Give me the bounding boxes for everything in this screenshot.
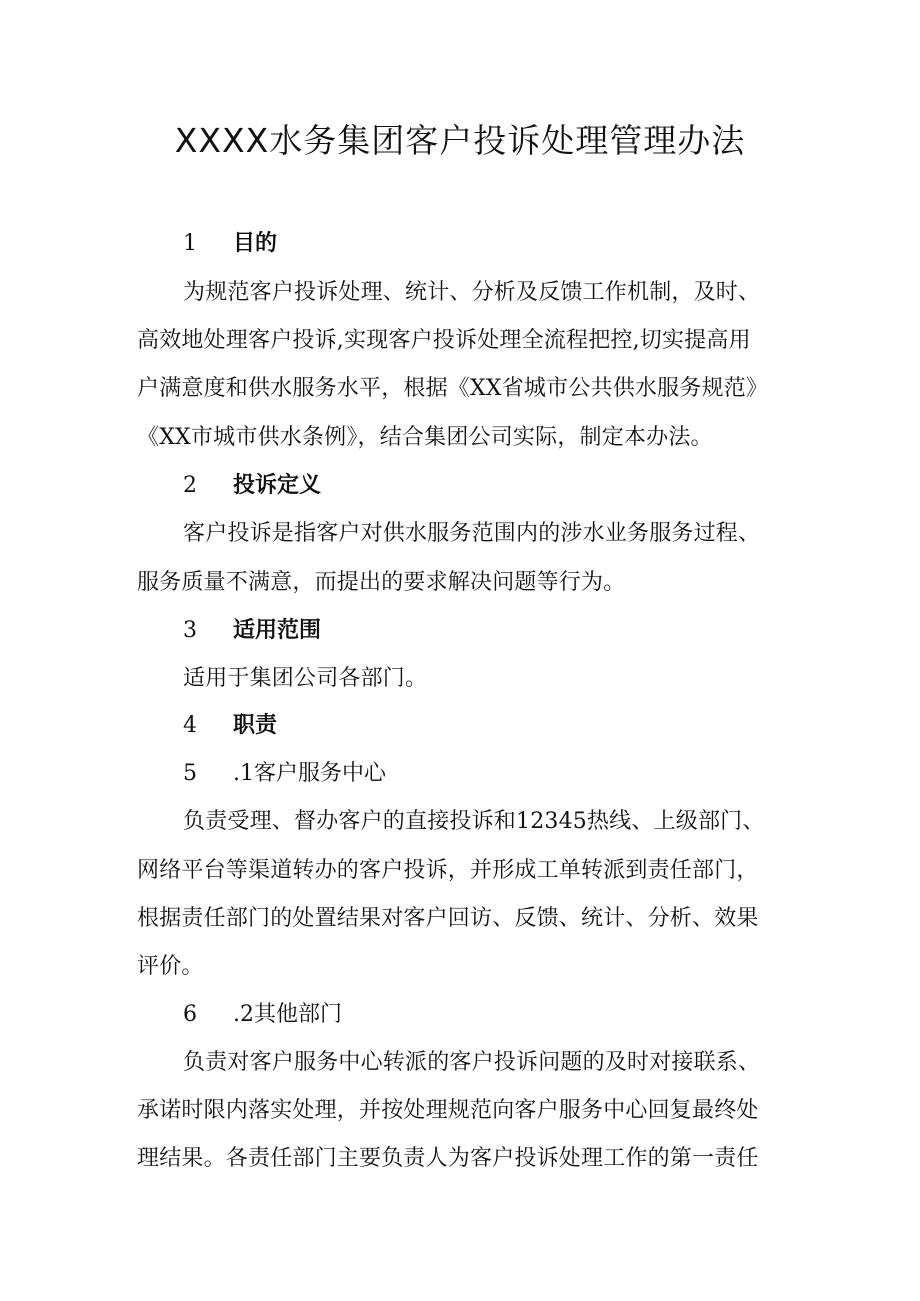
paragraph-line: 《XX市城市供水条例》，结合集团公司实际，制定本办法。	[137, 425, 713, 450]
paragraph-line: 高效地处理客户投诉,实现客户投诉处理全流程把控,切实提高用	[137, 328, 751, 353]
section-heading	[183, 224, 277, 264]
section-number: 1	[183, 231, 197, 256]
section-heading	[183, 611, 321, 651]
paragraph-line: 为规范客户投诉处理、统计、分析及反馈工作机制，及时、	[183, 280, 761, 305]
paragraph-line: 负责受理、督办客户的直接投诉和12345热线、上级部门、	[183, 809, 765, 834]
paragraph-line: 理结果。各责任部门主要负责人为客户投诉处理工作的第一责任	[137, 1146, 759, 1171]
section-title: 目的	[233, 231, 278, 256]
section-title: .2其他部门	[233, 1002, 342, 1027]
paragraph-line: 负责对客户服务中心转派的客户投诉问题的及时对接联系、	[183, 1050, 761, 1075]
section-title: 投诉定义	[233, 473, 322, 498]
paragraph-line: 户满意度和供水服务水平，根据《XX省城市公共供水服务规范》	[137, 376, 769, 401]
paragraph-line: 网络平台等渠道转办的客户投诉，并形成工单转派到责任部门，	[137, 858, 759, 883]
document-title: XXXX水务集团客户投诉处理管理办法	[174, 121, 746, 160]
section-heading	[183, 466, 321, 506]
section-title: .1客户服务中心	[233, 761, 386, 786]
section-number: 5	[183, 761, 197, 786]
paragraph-line: 适用于集团公司各部门。	[183, 666, 428, 691]
section-title: 职责	[233, 713, 278, 738]
section-heading	[183, 706, 277, 746]
section-number: 2	[183, 473, 197, 498]
section-number: 6	[183, 1002, 197, 1027]
section-title: 适用范围	[233, 618, 322, 643]
section-number: 3	[183, 618, 197, 643]
section-number: 4	[183, 713, 197, 738]
paragraph-line: 评价。	[137, 954, 204, 979]
paragraph-line: 根据责任部门的处置结果对客户回访、反馈、统计、分析、效果	[137, 906, 759, 931]
subsection-heading	[183, 995, 342, 1035]
subsection-heading	[183, 754, 386, 794]
paragraph-line: 服务质量不满意，而提出的要求解决问题等行为。	[137, 570, 626, 595]
paragraph-line: 客户投诉是指客户对供水服务范围内的涉水业务服务过程、	[183, 521, 761, 546]
paragraph-line: 承诺时限内落实处理，并按处理规范向客户服务中心回复最终处	[137, 1098, 759, 1123]
